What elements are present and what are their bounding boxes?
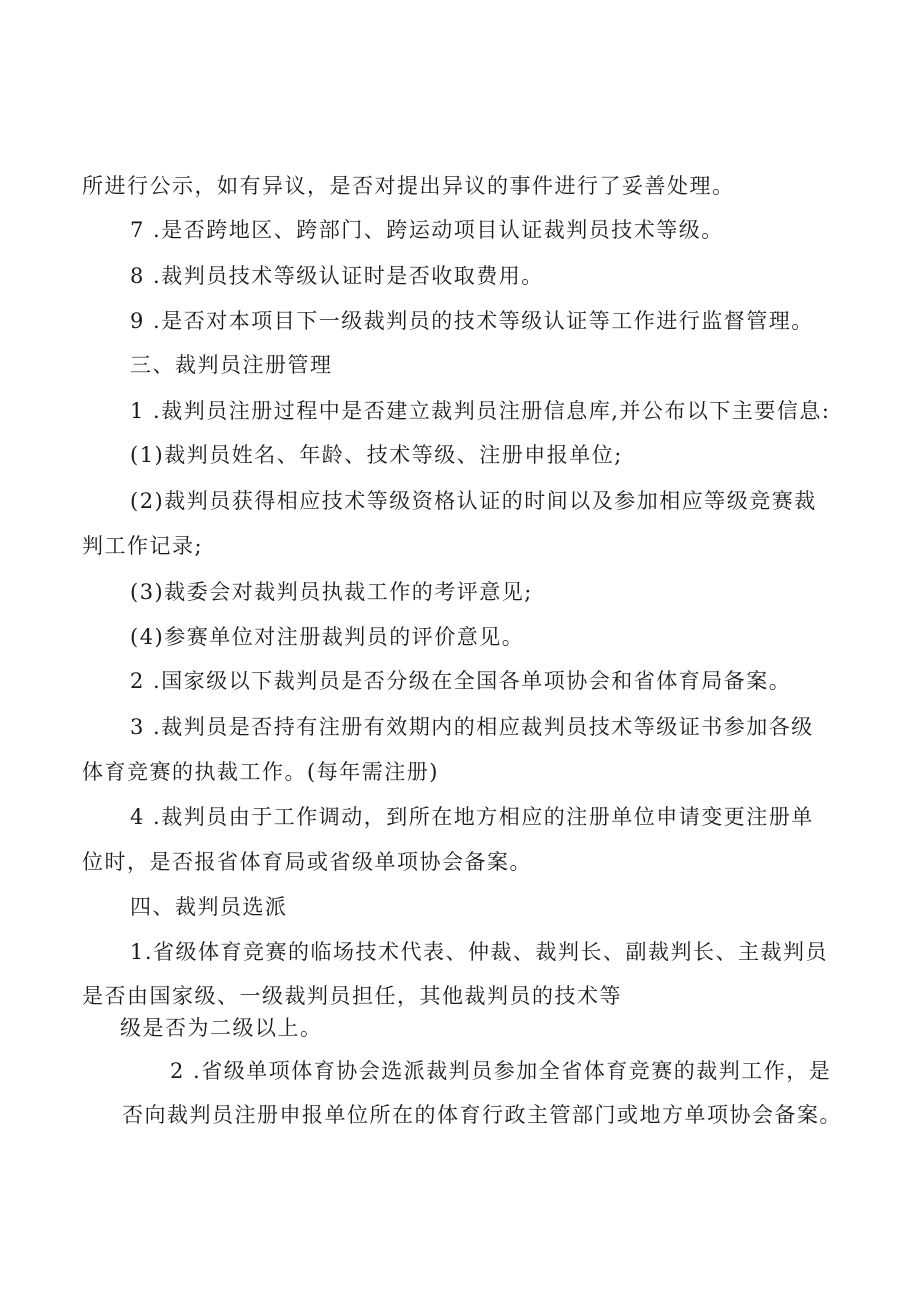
paragraph-line: 4 .裁判员由于工作调动，到所在地方相应的注册单位申请变更注册单 — [130, 805, 814, 829]
paragraph-line: 级是否为二级以上。 — [120, 1016, 323, 1040]
paragraph-line: 8 .裁判员技术等级认证时是否收取费用。 — [130, 264, 544, 288]
paragraph-line: 2 .省级单项体育协会选派裁判员参加全省体育竞赛的裁判工作，是 — [170, 1059, 832, 1083]
paragraph-line: 3 .裁判员是否持有注册有效期内的相应裁判员技术等级证书参加各级 — [130, 715, 814, 739]
paragraph-line: 体育竞赛的执裁工作。(每年需注册) — [82, 760, 439, 784]
paragraph-line: 1 .裁判员注册过程中是否建立裁判员注册信息库,并公布以下主要信息: — [130, 399, 831, 423]
paragraph-line: (2)裁判员获得相应技术等级资格认证的时间以及参加相应等级竞赛裁 — [130, 489, 817, 513]
paragraph-line: (1)裁判员姓名、年龄、技术等级、注册申报单位; — [130, 443, 623, 467]
paragraph-line: (3)裁委会对裁判员执裁工作的考评意见; — [130, 580, 533, 604]
paragraph-line: 9 .是否对本项目下一级裁判员的技术等级认证等工作进行监督管理。 — [130, 309, 814, 333]
paragraph-line: 2 .国家级以下裁判员是否分级在全国各单项协会和省体育局备案。 — [130, 669, 792, 693]
paragraph-line: 1.省级体育竞赛的临场技术代表、仲裁、裁判长、副裁判长、主裁判员 — [130, 940, 829, 964]
paragraph-line: 7 .是否跨地区、跨部门、跨运动项目认证裁判员技术等级。 — [130, 218, 724, 242]
paragraph-line: 位时，是否报省体育局或省级单项协会备案。 — [82, 850, 532, 874]
paragraph-line: 判工作记录; — [82, 534, 204, 558]
section-heading: 三、裁判员注册管理 — [130, 353, 333, 377]
paragraph-line: 是否由国家级、一级裁判员担任，其他裁判员的技术等 — [82, 984, 622, 1008]
paragraph-line: (4)参赛单位对注册裁判员的评价意见。 — [130, 625, 525, 649]
paragraph-line: 所进行公示，如有异议，是否对提出异议的事件进行了妥善处理。 — [82, 174, 735, 198]
paragraph-line: 否向裁判员注册申报单位所在的体育行政主管部门或地方单项协会备案。 — [122, 1103, 842, 1127]
section-heading: 四、裁判员选派 — [130, 895, 288, 919]
